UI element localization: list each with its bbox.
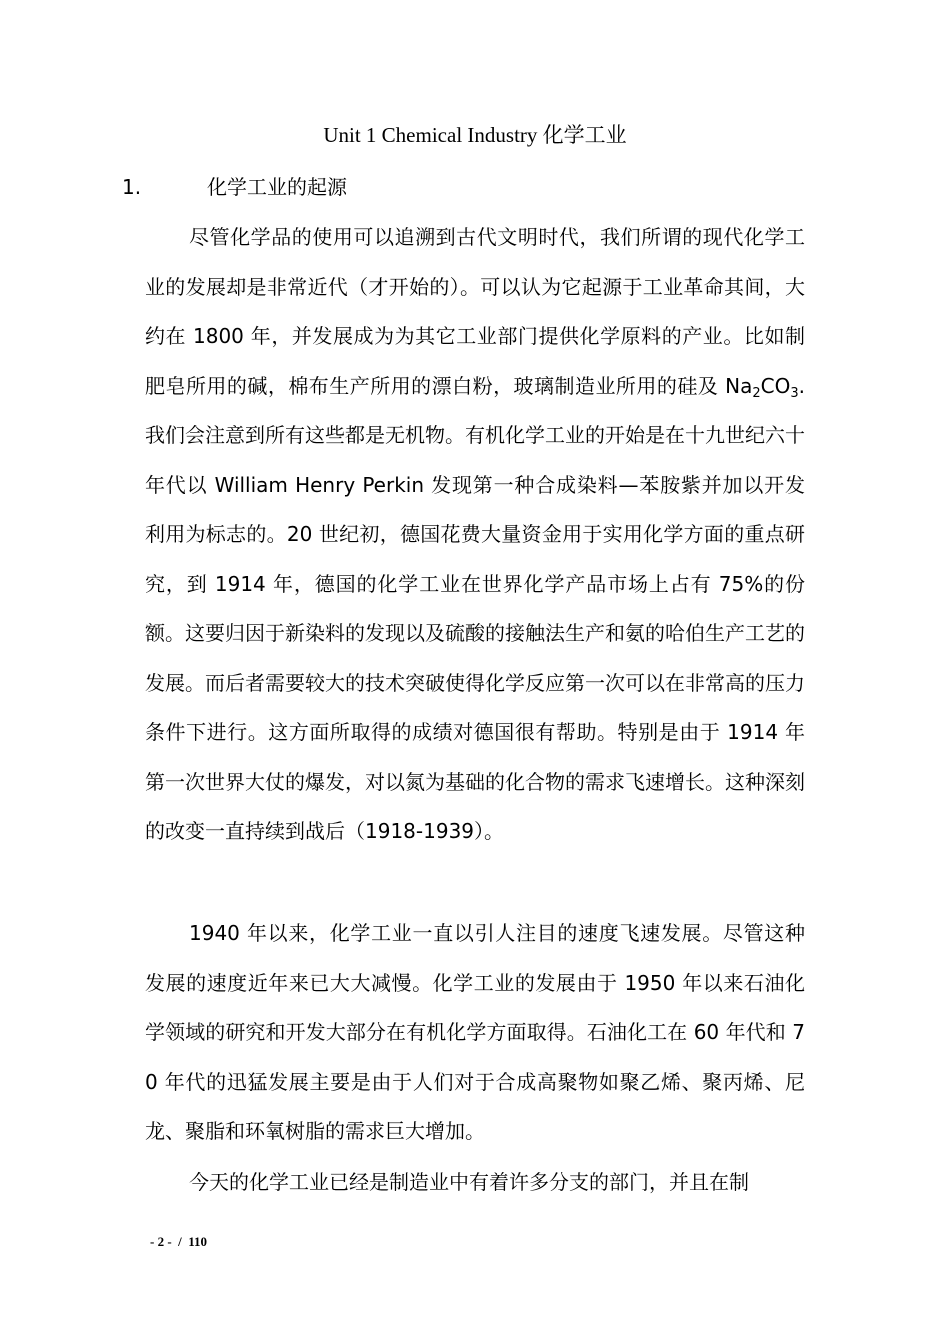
section-heading-text: 化学工业的起源: [207, 175, 347, 199]
section-number: 1.: [122, 175, 142, 199]
paragraph-text-part: . 我们会注意到所有这些都是无机物。有机化学工业的开始是在十九世纪六十年代以 William Henry Perkin 发现第一种合成染料—苯胺紫并加以开发利用为标志的。20 世纪初，德国花费大量资金用于实用化学方面的重点研究，到 1914 年，德国的化学工业在世界化学产品市场上占有 75%的份额。这要归因于新染料的发现以及硫酸的接触法生产和氨的哈伯生产工艺的发展。而后者需要较大的技术突破使得化学反应第一次可以在非常高的压力条件下进行。这方面所取得的成绩对德国很有帮助。特别是由于 1914 年第一次世界大仗的爆发，对以氮为基础的化合物的需求飞速增长。这种深刻的改变一直持续到战后（1918-1939）。: [145, 373, 805, 843]
paragraph-origin-history: [145, 213, 805, 857]
paragraph-today: 今天的化学工业已经是制造业中有着许多分支的部门，并且在制: [189, 1170, 749, 1194]
paragraph-postwar-growth: 1940 年以来，化学工业一直以引人注目的速度飞速发展。尽管这种发展的速度近年来已大大减慢。化学工业的发展由于 1950 年以来石油化学领域的研究和开发大部分在有机化学方面取得。石油化工在 60 年代和 70 年代的迅猛发展主要是由于人们对于合成高聚物如聚乙烯、聚丙烯、尼龙、聚脂和环氧树脂的需求巨大增加。: [145, 921, 805, 1143]
formula-subscript: 2: [752, 385, 761, 401]
formula-co: CO: [760, 373, 791, 398]
formula-na: Na: [725, 373, 753, 398]
paragraph-text-part: 尽管化学品的使用可以追溯到古代文明时代，我们所谓的现代化学工业的发展却是非常近代（才开始的）。可以认为它起源于工业革命其间，大约在 1800 年，并发展成为为其它工业部门提供化学原料的产业。比如制肥皂所用的碱，棉布生产所用的漂白粉，玻璃制造业所用的硅及: [145, 225, 805, 398]
formula-subscript: 3: [790, 385, 799, 401]
page-number-footer: - 2 - / 110: [150, 1234, 208, 1249]
chemical-formula: [725, 373, 799, 401]
document-title: Unit 1 Chemical Industry 化学工业: [323, 123, 627, 147]
